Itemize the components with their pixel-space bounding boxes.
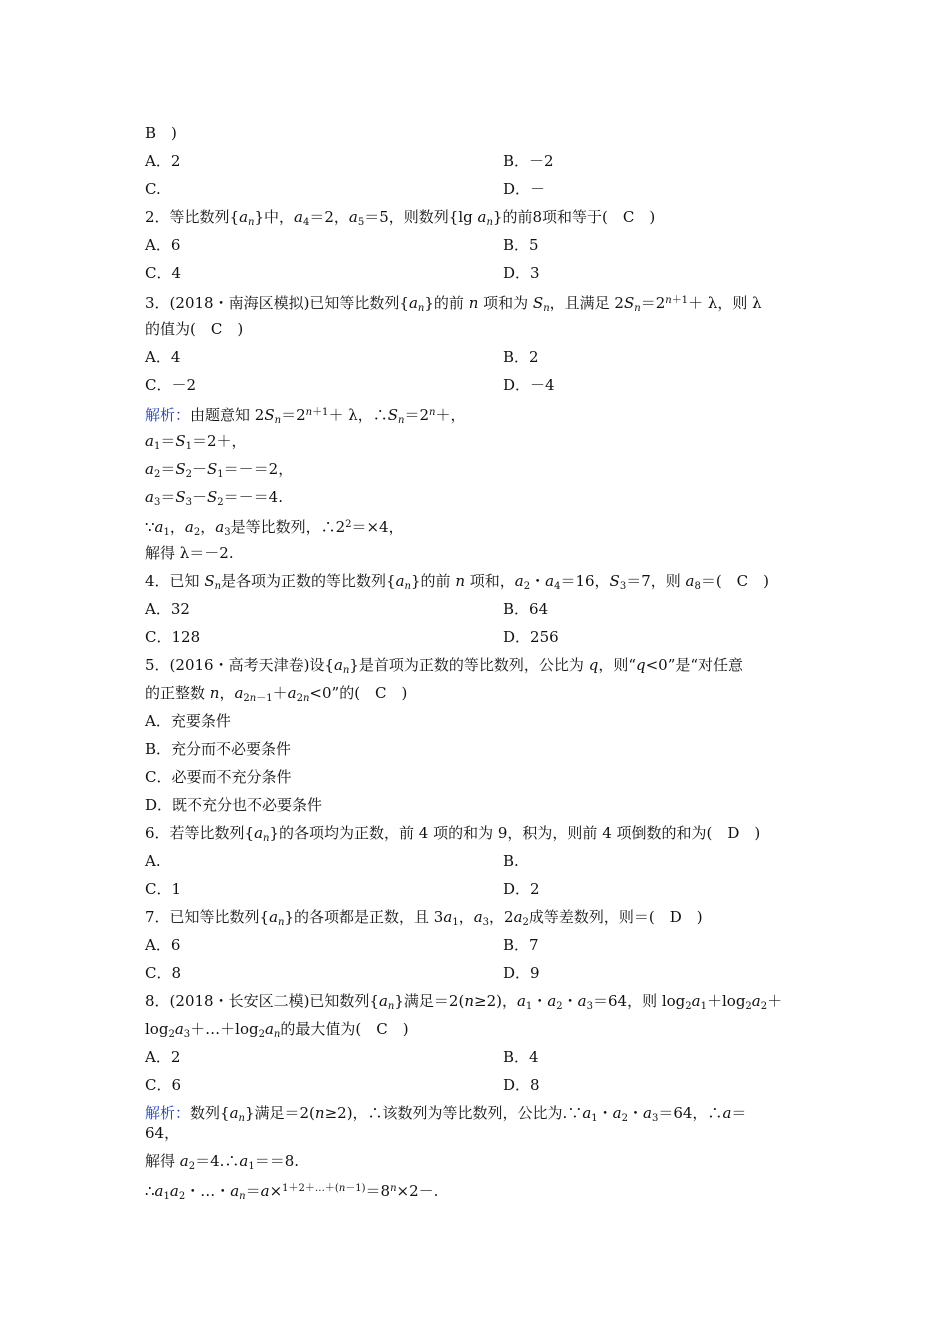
q4-option-b: B．64 [503, 600, 549, 618]
q8-question-line1: 8．(2018・长安区二模)已知数列$\{a_n\}$满足＝2(n≥2)，$a_1$・$a_2$・$a_3=64$，则 $\log_2a_1+\log_2a_2+$ [145, 992, 783, 1012]
q2-option-a: A．6 [145, 236, 181, 254]
q3-option-a: A．4 [145, 348, 181, 366]
q2-option-c: C．4 [145, 264, 182, 282]
q6-option-a: A. [145, 852, 161, 870]
q1-option-c: C. [145, 180, 161, 198]
q5-option-b: B．充分而不必要条件 [145, 740, 292, 758]
q5-question-line2: 的正整数 n，$a_{2n-1}+a_{2n}<0$”的( C ) [145, 684, 408, 704]
q8-option-c: C．6 [145, 1076, 182, 1094]
q2-option-d: D．3 [503, 264, 540, 282]
q5-option-a: A．充要条件 [145, 712, 231, 730]
q5-option-c: C．必要而不充分条件 [145, 768, 292, 786]
q5-question-line1: 5．(2016・高考天津卷)设$\{a_n\}$是首项为正数的等比数列，公比为 q，则“q<0”是“对任意 [145, 656, 744, 676]
q7-option-b: B．7 [503, 936, 539, 954]
q8-solution-line3: 解得 $a_2=4.\therefore a_1==8$. [145, 1152, 300, 1172]
q3-solution-line3: $a_2=S_2-S_1=-=2$， [145, 460, 294, 480]
q7-option-c: C．8 [145, 964, 182, 982]
q3-question-line1: 3．(2018・南海区模拟)已知等比数列$\{a_n\}$的前 n 项和为 $S_n$，且满足 $2S_n=2^{n+1}+ \lambda$，则 λ [145, 294, 762, 314]
q3-option-b: B．2 [503, 348, 539, 366]
q3-solution-final: 解得 λ＝－2. [145, 544, 234, 562]
q4-option-c: C．128 [145, 628, 201, 646]
q8-option-d: D．8 [503, 1076, 540, 1094]
q3-option-d: D．－4 [503, 376, 555, 394]
q8-option-a: A．2 [145, 1048, 181, 1066]
q6-option-c: C．1 [145, 880, 182, 898]
q6-option-b: B. [503, 852, 519, 870]
q1-answer-tail: B ) [145, 124, 177, 142]
q1-option-b: B．－2 [503, 152, 554, 170]
q3-solution-line5: $\because a_1$，$a_2$，$a_3$是等比数列，$\therefore 2^2=\times 4$， [145, 518, 404, 538]
q8-solution-label: 解析： [145, 1104, 191, 1122]
q6-option-d: D．2 [503, 880, 540, 898]
q8-solution-line2: 64， [145, 1124, 180, 1142]
q3-question-line2: 的值为( C ) [145, 320, 244, 338]
q8-question-line2: $\log_2a_3+\dots+\log_2a_n$的最大值为( C ) [145, 1020, 409, 1040]
q3-option-c: C．－2 [145, 376, 197, 394]
q4-option-d: D．256 [503, 628, 559, 646]
q6-question: 6．若等比数列$\{a_n\}$的各项均为正数，前 4 项的和为 9，积为，则前 4 项倒数的和为( D ) [145, 824, 761, 844]
q4-question: 4．已知 $S_n$是各项为正数的等比数列$\{a_n\}$的前 n 项和，$a_2$・$a_4=16$，$S_3=7$，则 $a_8=$( C ) [145, 572, 770, 592]
q3-solution-line4: $a_3=S_3-S_2=-=4$. [145, 488, 283, 508]
q2-question: 2．等比数列$\{a_n\}$中，$a_4=2$，$a_5=5$，则数列{lg $a_n$}的前8项和等于( C ) [145, 208, 656, 228]
q4-option-a: A．32 [145, 600, 190, 618]
q1-option-d: D．－ [503, 180, 546, 198]
q8-option-b: B．4 [503, 1048, 539, 1066]
q8-solution-line4: $\therefore a_1a_2$・…・$a_n=a\times^{1+2+\dots+(n-1)}=8^n\times 2-$. [145, 1182, 439, 1202]
q2-option-b: B．5 [503, 236, 539, 254]
q7-option-d: D．9 [503, 964, 540, 982]
q3-solution-line1: 解析：由题意知 $2S_n=2^{n+1}+ \lambda$，$\therefore S_n=2^n+$， [145, 406, 466, 426]
q1-option-a: A．2 [145, 152, 181, 170]
q7-option-a: A．6 [145, 936, 181, 954]
q3-solution-line2: $a_1=S_1=2+$， [145, 432, 247, 452]
q8-solution-line1: 解析：数列$\{a_n\}$满足＝2(n≥2)，∴该数列为等比数列，公比为$.\because a_1$・$a_2$・$a_3=64$，∴a＝ [145, 1104, 747, 1124]
q7-question: 7．已知等比数列$\{a_n\}$的各项都是正数，且 $3a_1$，$a_3$，$2a_2$成等差数列，则＝( D ) [145, 908, 703, 928]
q3-solution-label: 解析： [145, 406, 191, 424]
q5-option-d: D．既不充分也不必要条件 [145, 796, 323, 814]
